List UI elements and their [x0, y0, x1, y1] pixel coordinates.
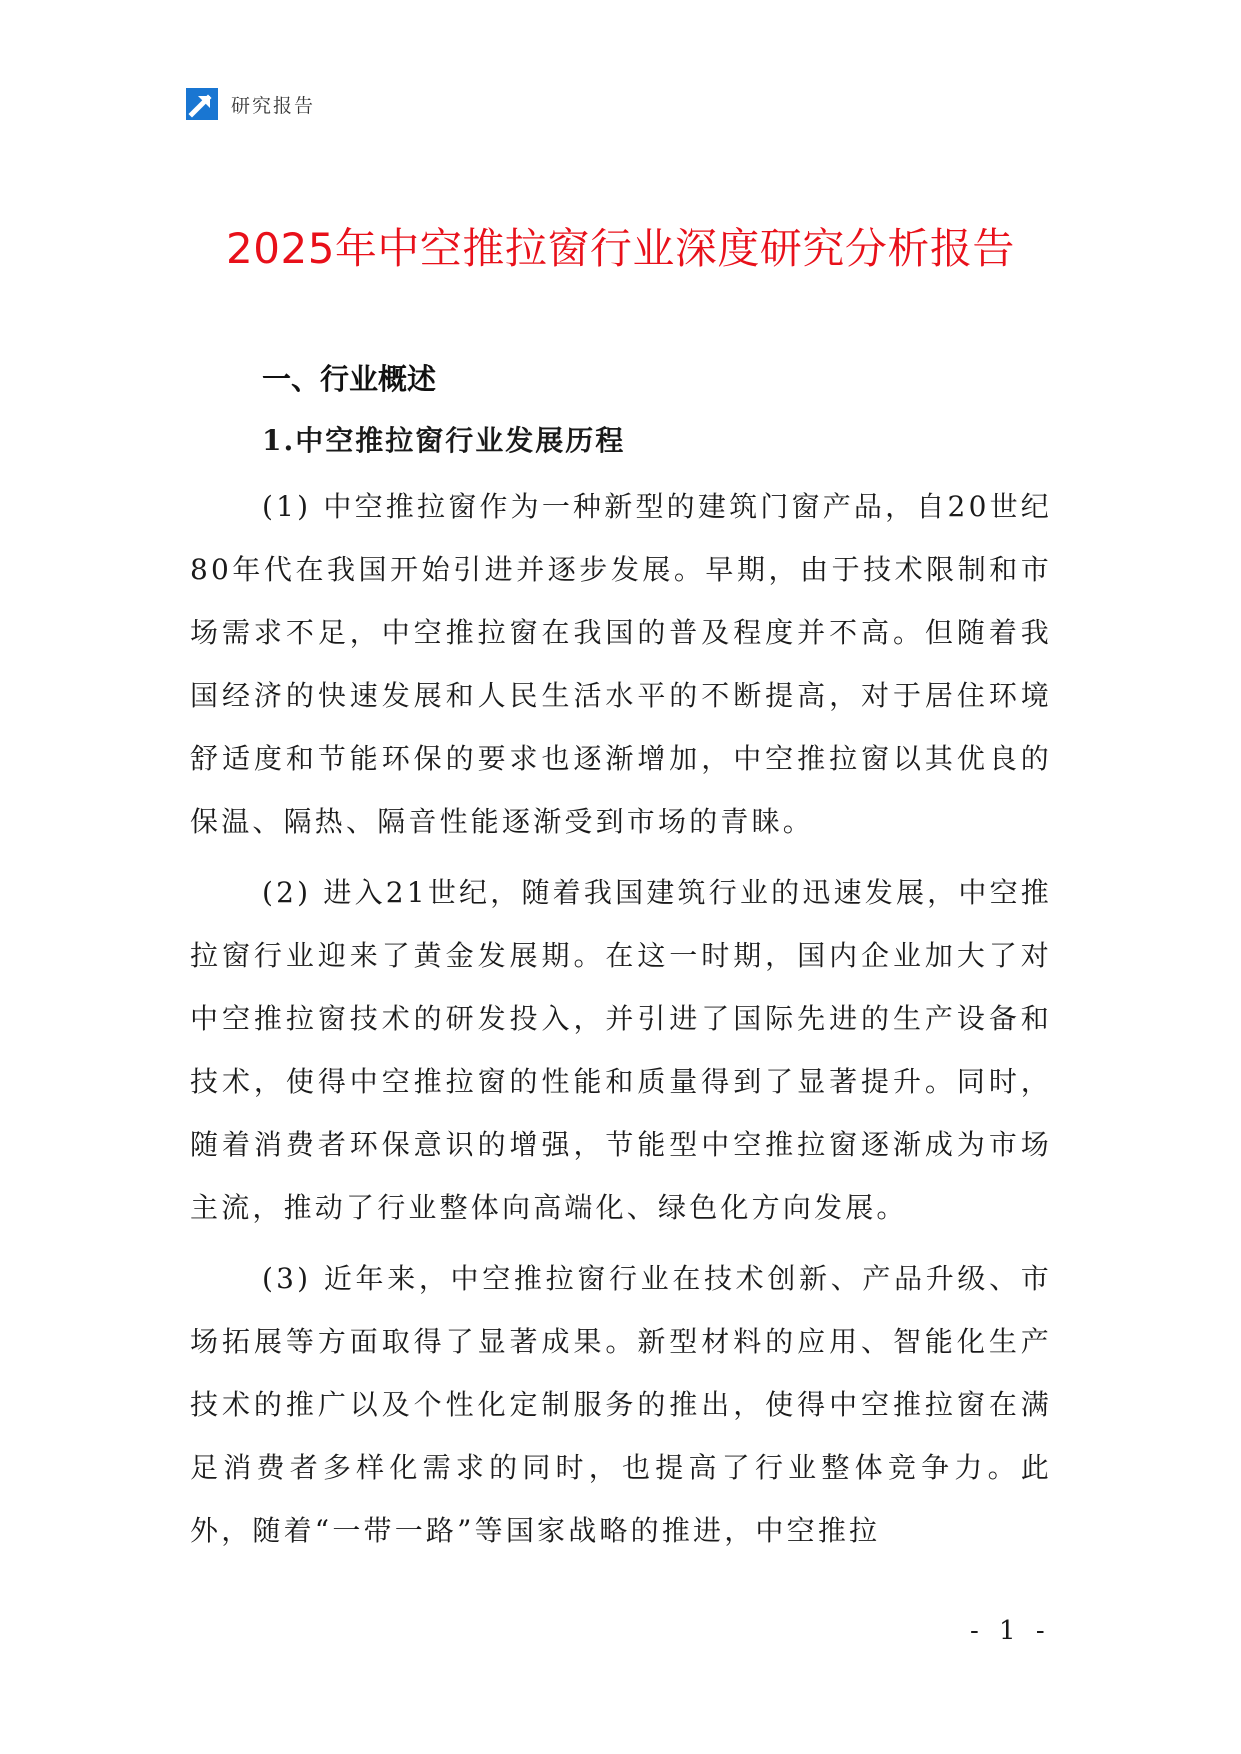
header-label: 研究报告 — [231, 94, 316, 117]
paragraph-2: (2) 进入21世纪，随着我国建筑行业的迅速发展，中空推拉窗行业迎来了黄金发展期。在这一时期，国内企业加大了对中空推拉窗技术的研发投入，并引进了国际先进的生产设备和技术，使得中空推拉窗的性能和质量得到了显著提升。同时，随着消费者环保意识的增强，节能型中空推拉窗逐渐成为市场主流，推动了行业整体向高端化、绿色化方向发展。 — [190, 876, 1052, 1224]
sub-heading: 1.中空推拉窗行业发展历程 — [262, 424, 626, 457]
paragraph-3: (3) 近年来，中空推拉窗行业在技术创新、产品升级、市场拓展等方面取得了显著成果。新型材料的应用、智能化生产技术的推广以及个性化定制服务的推出，使得中空推拉窗在满足消费者多样化需求的同时，也提高了行业整体竞争力。此外，随着“一带一路”等国家战略的推进，中空推拉 — [190, 1262, 1052, 1547]
arrow-logo-icon — [186, 88, 218, 120]
report-header — [186, 86, 315, 122]
page-number: - 1 - — [970, 1616, 1051, 1646]
section-heading: 一、行业概述 — [262, 362, 437, 396]
paragraph-1: (1) 中空推拉窗作为一种新型的建筑门窗产品，自20世纪80年代在我国开始引进并逐步发展。早期，由于技术限制和市场需求不足，中空推拉窗在我国的普及程度并不高。但随着我国经济的快速发展和人民生活水平的不断提高，对于居住环境舒适度和节能环保的要求也逐渐增加，中空推拉窗以其优良的保温、隔热、隔音性能逐渐受到市场的青睐。 — [190, 490, 1052, 838]
document-title: 2025年中空推拉窗行业深度研究分析报告 — [226, 224, 1015, 273]
document-body — [190, 353, 1052, 1562]
